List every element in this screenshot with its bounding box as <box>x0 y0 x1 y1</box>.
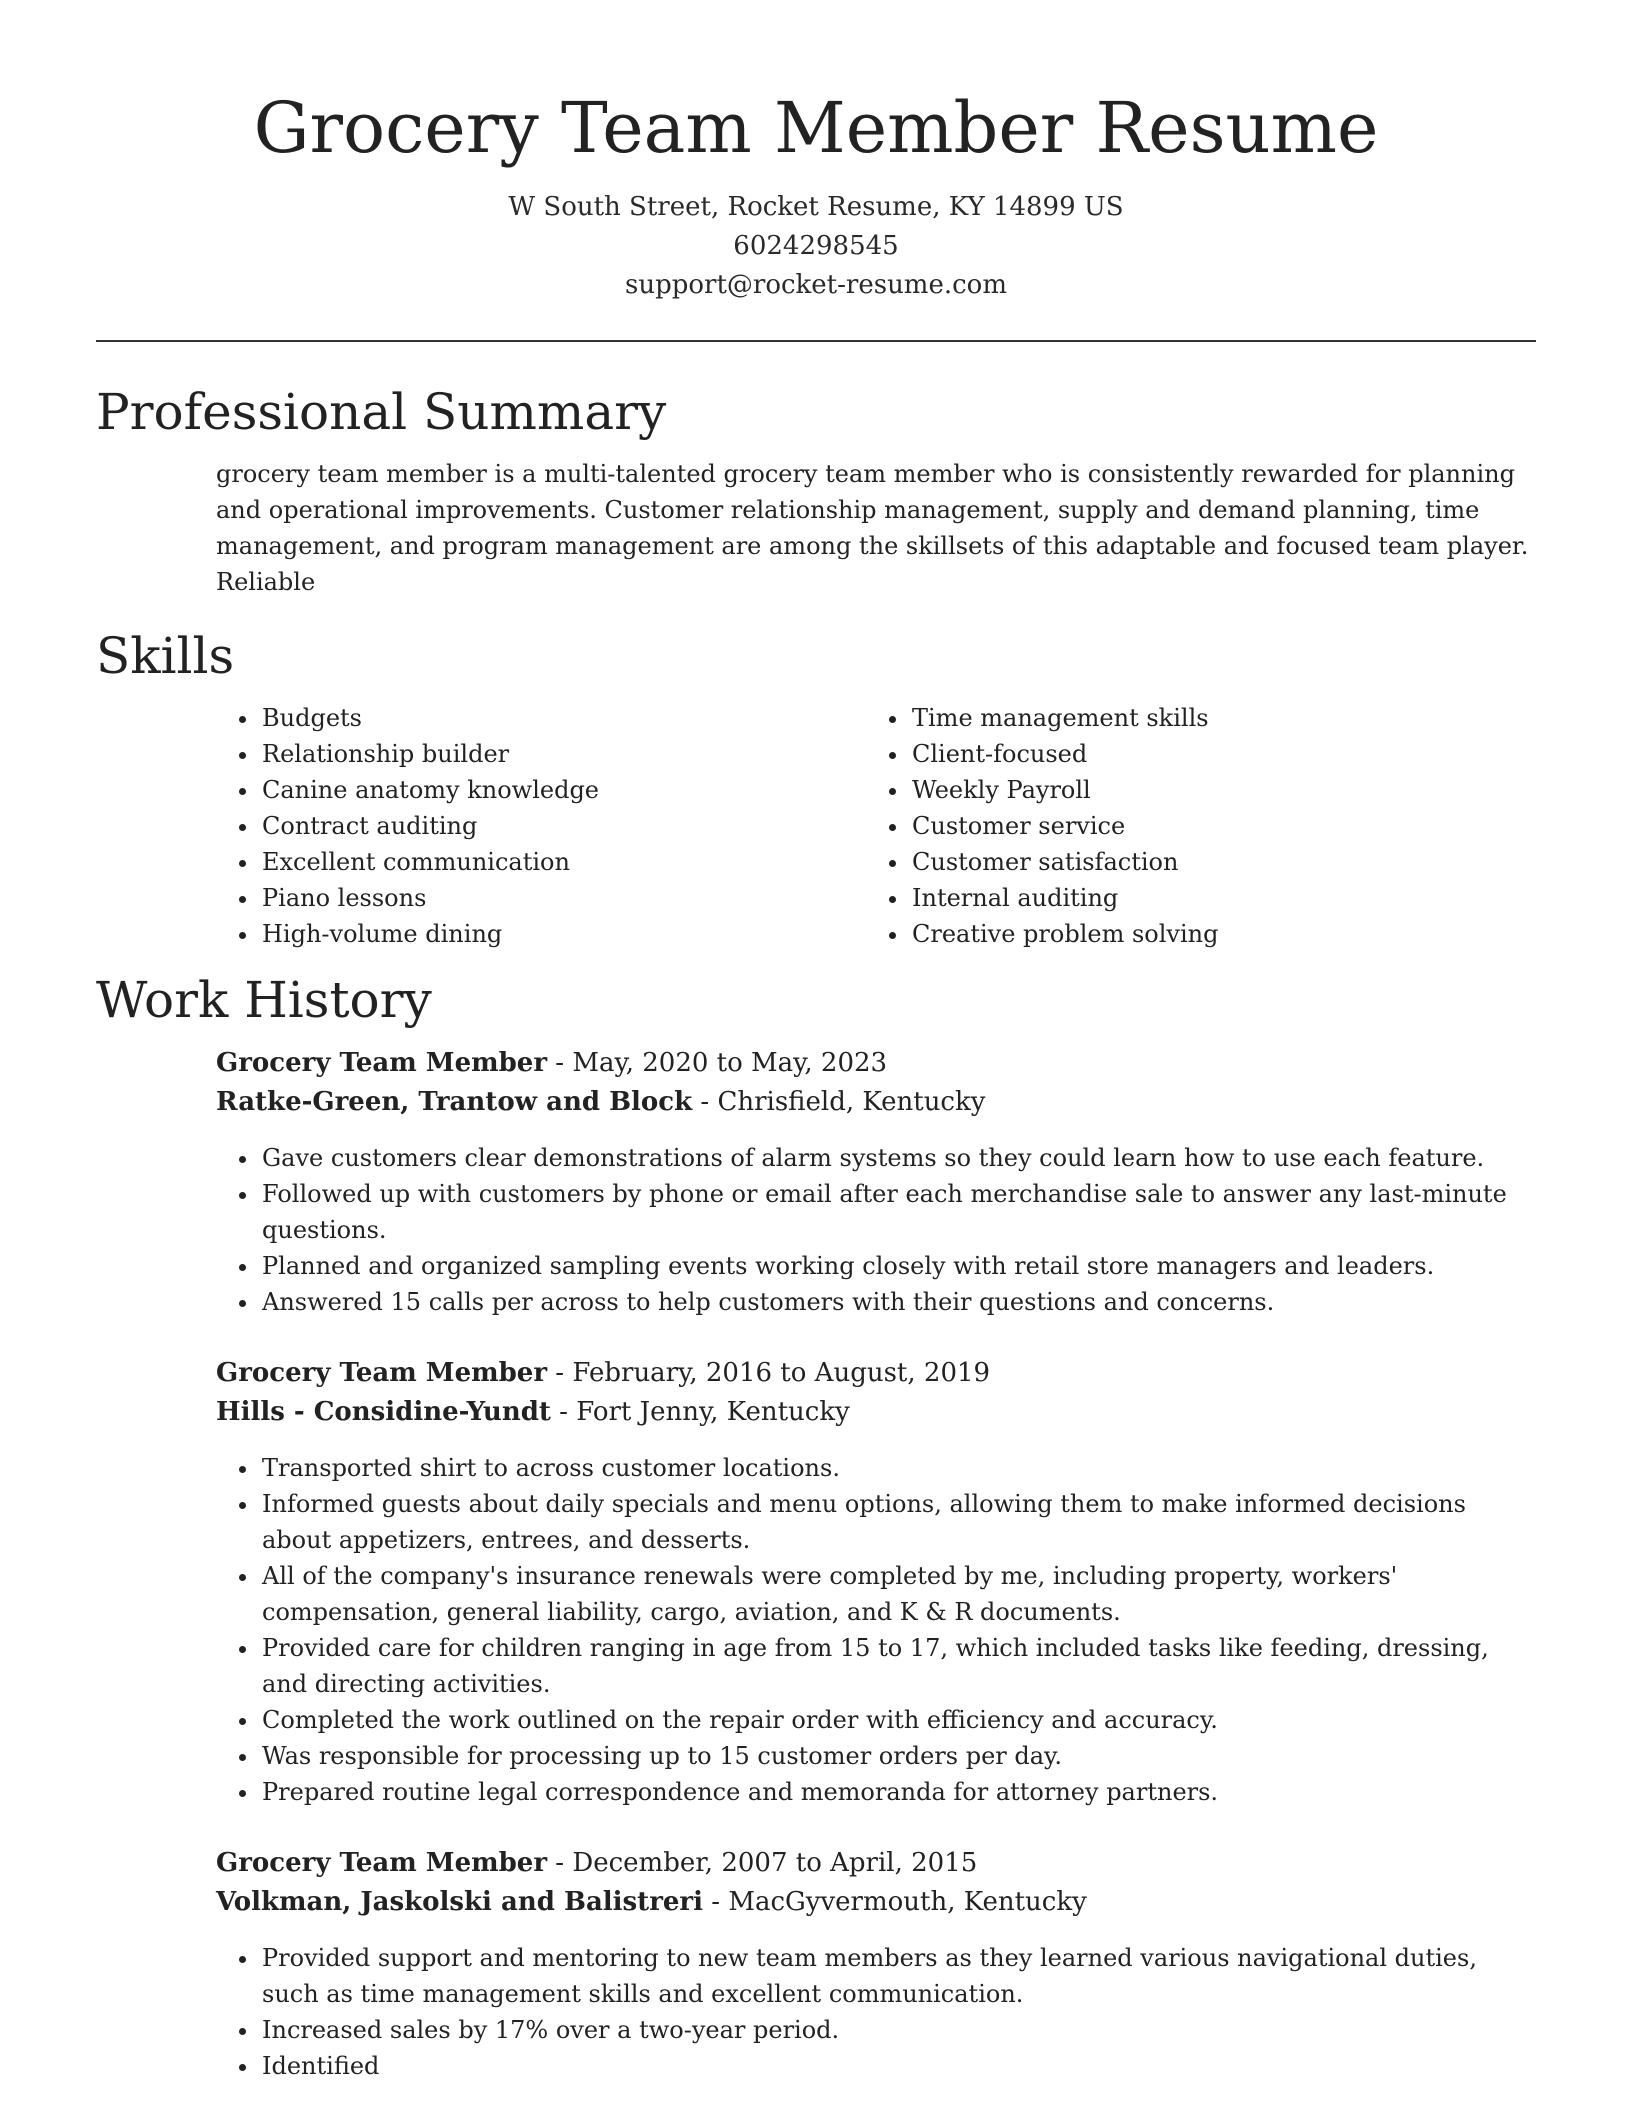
job-entry <box>216 1354 1536 1810</box>
job-dates: - February, 2016 to August, 2019 <box>547 1358 991 1388</box>
job-bullet: • Planned and organized sampling events working closely with retail store managers and leaders. <box>260 1248 1536 1284</box>
job-bullet: • All of the company's insurance renewals were completed by me, including property, workers' compensation, general liability, cargo, aviation, and K & R documents. <box>260 1558 1536 1630</box>
job-bullet: • Increased sales by 17% over a two-year period. <box>260 2012 1536 2048</box>
job-bullets <box>216 1140 1536 1320</box>
job-bullet: • Provided care for children ranging in age from 15 to 17, which included tasks like feeding, dressing, and directing activities. <box>260 1630 1536 1702</box>
job-entry <box>216 1844 1536 2084</box>
skill-item: • High-volume dining <box>260 916 866 952</box>
skill-item: • Piano lessons <box>260 880 866 916</box>
skills-section <box>96 626 1536 952</box>
resume-header <box>0 0 1632 305</box>
skills-heading: Skills <box>96 627 235 685</box>
resume-body <box>96 382 1536 2118</box>
summary-section <box>96 382 1536 600</box>
job-title-line <box>216 1044 1536 1083</box>
skill-item: • Contract auditing <box>260 808 866 844</box>
job-location: - Chrisfield, Kentucky <box>692 1087 986 1117</box>
job-bullet: • Transported shirt to across customer locations. <box>260 1450 1536 1486</box>
skill-item: • Canine anatomy knowledge <box>260 772 866 808</box>
skills-list-left <box>216 700 866 952</box>
skill-item: • Customer service <box>910 808 1516 844</box>
job-bullet: • Provided support and mentoring to new team members as they learned various navigational duties, such as time management skills and excellent communication. <box>260 1940 1536 2012</box>
skill-item: • Client-focused <box>910 736 1516 772</box>
job-bullet: • Identified <box>260 2048 1536 2084</box>
skills-list-right <box>866 700 1516 952</box>
work-history-section <box>96 970 1536 2084</box>
job-bullet: • Informed guests about daily specials and menu options, allowing them to make informed decisions about appetizers, entrees, and desserts. <box>260 1486 1536 1558</box>
skill-item: • Creative problem solving <box>910 916 1516 952</box>
job-company-line <box>216 1393 1536 1432</box>
job-bullets <box>216 1940 1536 2084</box>
skill-item: • Time management skills <box>910 700 1516 736</box>
skill-item: • Budgets <box>260 700 866 736</box>
job-title-line <box>216 1354 1536 1393</box>
job-company: Ratke-Green, Trantow and Block <box>216 1087 693 1117</box>
skill-item: • Relationship builder <box>260 736 866 772</box>
contact-address: W South Street, Rocket Resume, KY 14899 US <box>508 192 1124 222</box>
job-bullet: • Prepared routine legal correspondence and memoranda for attorney partners. <box>260 1774 1536 1810</box>
job-company-line <box>216 1883 1536 1922</box>
resume-title: Grocery Team Member Resume <box>253 87 1379 169</box>
header-divider <box>96 340 1536 342</box>
contact-block <box>0 188 1632 305</box>
job-title: Grocery Team Member <box>216 1048 548 1078</box>
job-bullets <box>216 1450 1536 1810</box>
skill-item: • Customer satisfaction <box>910 844 1516 880</box>
work-history-heading: Work History <box>96 971 432 1029</box>
job-bullet: • Completed the work outlined on the repair order with efficiency and accuracy. <box>260 1702 1536 1738</box>
job-dates: - May, 2020 to May, 2023 <box>547 1048 888 1078</box>
contact-phone: 6024298545 <box>733 231 899 261</box>
job-bullet: • Answered 15 calls per across to help customers with their questions and concerns. <box>260 1284 1536 1320</box>
job-company: Volkman, Jaskolski and Balistreri <box>216 1887 704 1917</box>
contact-email: support@rocket-resume.com <box>624 270 1007 300</box>
job-location: - MacGyvermouth, Kentucky <box>703 1887 1087 1917</box>
summary-text: grocery team member is a multi-talented grocery team member who is consistently rewarded for planning and operational improvements. Customer relationship management, supply and demand planning, time management, and program management are among the skillsets of this adaptable and focused team player. Reliable <box>216 460 1529 596</box>
summary-heading: Professional Summary <box>96 383 667 441</box>
job-bullet: • Was responsible for processing up to 15 customer orders per day. <box>260 1738 1536 1774</box>
skills-grid <box>216 700 1536 952</box>
job-bullet: • Gave customers clear demonstrations of alarm systems so they could learn how to use each feature. <box>260 1140 1536 1176</box>
job-location: - Fort Jenny, Kentucky <box>550 1397 850 1427</box>
job-dates: - December, 2007 to April, 2015 <box>547 1848 978 1878</box>
job-bullet: • Followed up with customers by phone or email after each merchandise sale to answer any last-minute questions. <box>260 1176 1536 1248</box>
skill-item: • Excellent communication <box>260 844 866 880</box>
job-title: Grocery Team Member <box>216 1848 548 1878</box>
skill-item: • Internal auditing <box>910 880 1516 916</box>
job-entry <box>216 1044 1536 1320</box>
job-title: Grocery Team Member <box>216 1358 548 1388</box>
job-company-line <box>216 1083 1536 1122</box>
job-title-line <box>216 1844 1536 1883</box>
skill-item: • Weekly Payroll <box>910 772 1516 808</box>
job-company: Hills - Considine-Yundt <box>216 1397 551 1427</box>
